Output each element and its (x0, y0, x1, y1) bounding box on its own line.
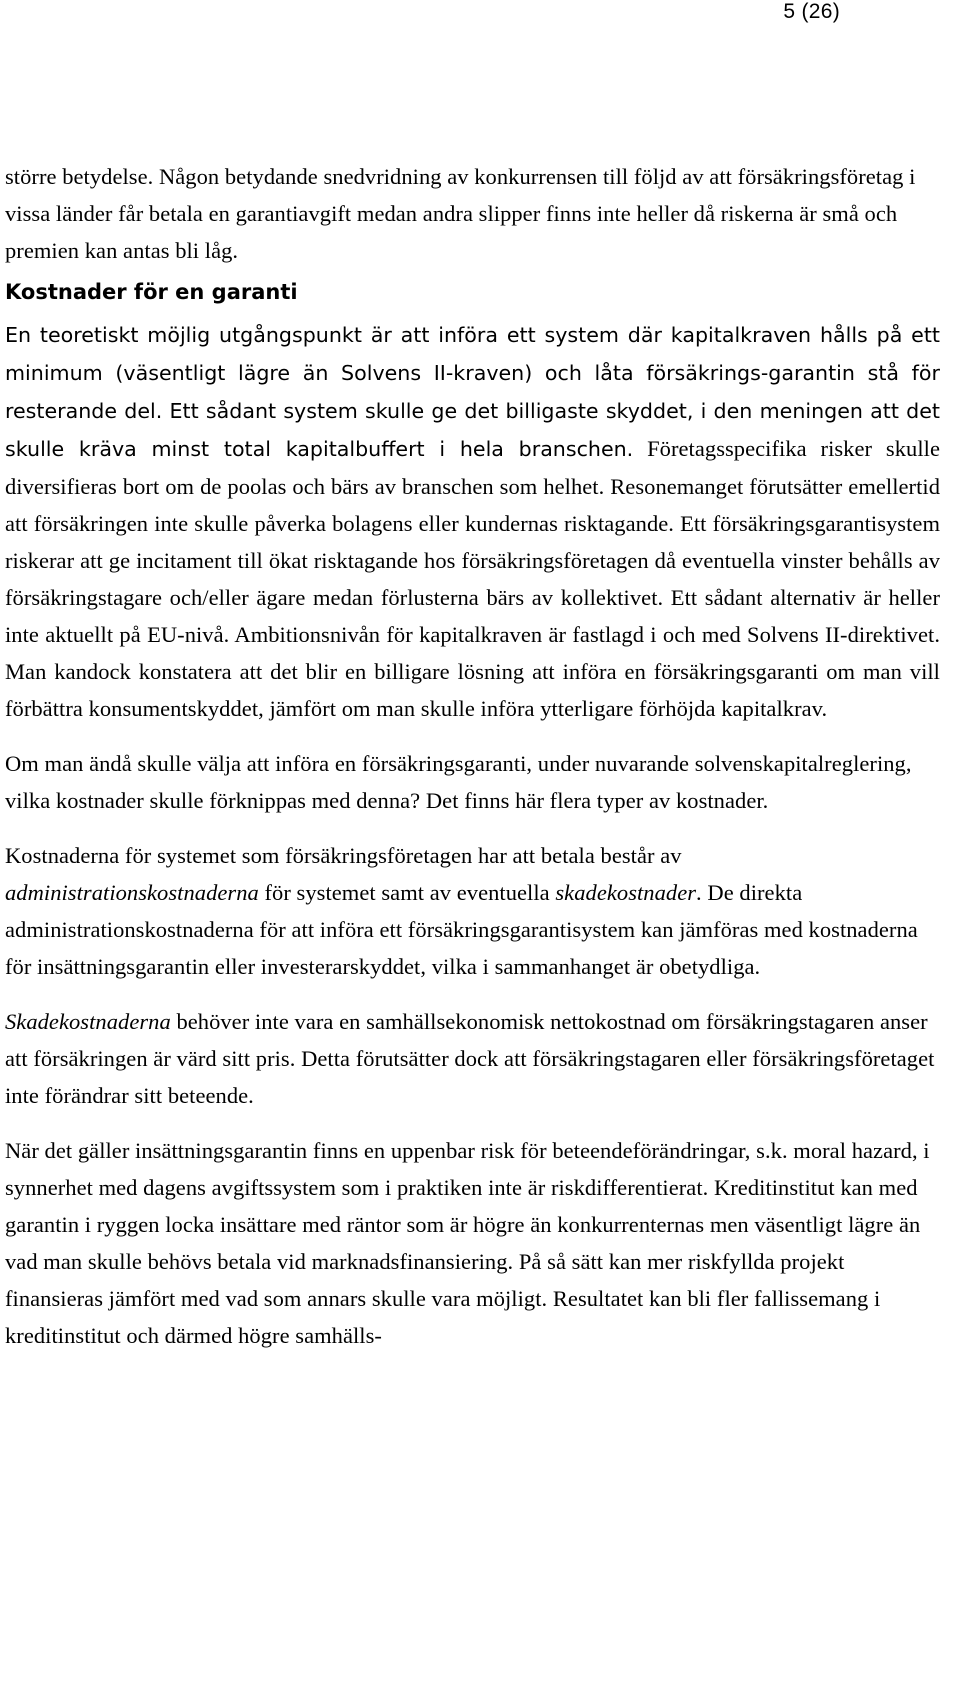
paragraph-system-costs (5, 837, 940, 985)
paragraph-damage-costs (5, 1003, 940, 1114)
term-administration-costs: administrationskostnaderna (5, 880, 259, 905)
text-segment: behöver inte vara en samhällsekonomisk nettokostnad om försäkringstagaren anser att försäkringen är värd sitt pris. Detta förutsätter dock att försäkringstagaren eller försäkringsföretaget inte förändrar sitt beteende. (5, 1009, 935, 1108)
term-damage-costs-italic: Skadekostnaderna (5, 1009, 171, 1034)
paragraph-theoretical-starting-point (5, 316, 940, 727)
paragraph-deposit-guarantee: När det gäller insättningsgarantin finns en uppenbar risk för beteendeförändringar, s.k. moral hazard, i synnerhet med dagens avgiftssystem som i praktiken inte är riskdifferentierat. Kreditinstitut kan med garantin i ryggen locka insättare med räntor som är högre än konkurrenternas men väsentligt lägre än vad man skulle behövs betala vid marknadsfinansiering. På så sätt kan mer riskfyllda projekt finansieras jämfört med vad som annars skulle vara möjligt. Resultatet kan bli fler fallissemang i kreditinstitut och därmed högre samhälls- (5, 1138, 930, 1348)
text-segment: Kostnaderna för systemet som försäkringsföretagen har att betala består av (5, 843, 682, 868)
paragraph-continuation: större betydelse. Någon betydande snedvridning av konkurrensen till följd av att försäkringsföretag i vissa länder får betala en garantiavgift medan andra slipper finns inte heller då riskerna är små och premien kan antas bli låg. (5, 164, 916, 263)
document-body (5, 158, 940, 1354)
text-segment: för systemet samt av eventuella (258, 880, 556, 905)
page-number: 5 (26) (783, 0, 840, 23)
paragraph-serif-segment: Företagsspecifika risker skulle diversifieras bort om de poolas och bärs av branschen som helhet. Resonemanget förutsätter emellertid att försäkringen inte skulle påverka bolagens eller kundernas risktagande. Ett försäkringsgarantisystem riskerar att ge incitament till ökat risktagande hos försäkringsföretagen då eventuella vinster behålls av försäkringstagare och/eller ägare medan förlusterna bärs av kollektivet. Ett sådant alternativ är heller inte aktuellt på EU-nivå. Ambitionsnivån för kapitalkraven är fastlagd i och med Solvens II-direktivet. Man kandock konstatera att det blir en billigare lösning att införa en försäkringsgaranti om man vill förbättra konsumentskyddet, jämfört om man skulle införa ytterligare förhöjda kapitalkrav. (5, 436, 940, 721)
paragraph-sans-segment: En teoretiskt möjlig utgångspunkt är att införa ett system där kapitalkraven hålls på ett minimum (väsentligt lägre än Solvens II-kraven) och låta försäkrings-garantin stå för resterande del. Ett sådant system skulle ge det billigaste skyddet, i den meningen att det skulle kräva minst total kapitalbuffert i hela branschen. (5, 323, 940, 461)
section-heading: Kostnader för en garanti (5, 280, 298, 304)
text-segment: . De direkta administrationskostnaderna för att införa ett försäkringsgarantisystem kan jämföras med kostnaderna för insättningsgarantin eller investerarskyddet, vilka i sammanhanget är obetydliga. (5, 880, 918, 979)
paragraph-cost-question: Om man ändå skulle välja att införa en försäkringsgaranti, under nuvarande solvenskapitalreglering, vilka kostnader skulle förknippas med denna? Det finns här flera typer av kostnader. (5, 751, 912, 813)
term-damage-costs: skadekostnader (555, 880, 697, 905)
